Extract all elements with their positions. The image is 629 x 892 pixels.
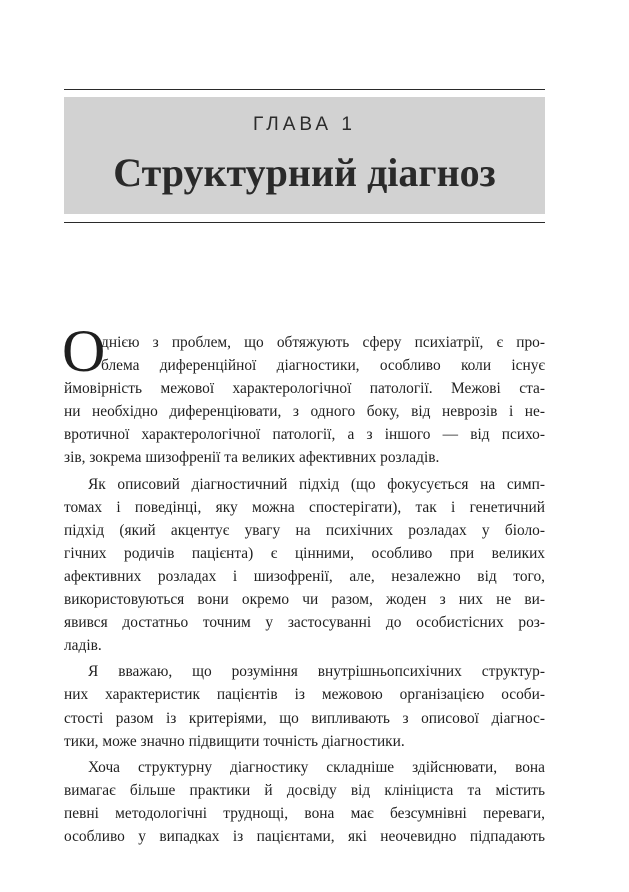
text-line: ни необхідно диференціювати, з одного боку, від неврозів і не- xyxy=(64,403,545,421)
paragraph-1 xyxy=(64,331,545,470)
text-line: явився достатньо точним у застосуванні до особистісних роз- xyxy=(64,614,545,632)
text-line: тики, може значно підвищити точність діагностики. xyxy=(64,732,405,750)
text-line: них характеристик пацієнтів із межовою організацією особи- xyxy=(64,686,545,704)
text-line: особливо у випадках із пацієнтами, які неочевидно підпадають xyxy=(64,827,545,845)
text-line: днією з проблем, що обтяжують сферу психіатрії, є про- xyxy=(101,334,545,351)
chapter-header xyxy=(64,97,545,214)
paragraph-3 xyxy=(64,660,545,752)
text-line: використовуються вони окремо чи разом, жоден з них не ви- xyxy=(64,591,545,609)
text-line: зів, зокрема шизофренії та великих афективних розладів. xyxy=(64,449,440,467)
text-line: блема диференційної діагностики, особливо коли існує xyxy=(101,357,545,375)
text-line: ладів. xyxy=(64,637,102,655)
paragraph-2 xyxy=(64,473,545,658)
text-line: гічних родичів пацієнта) є цінними, особливо при великих xyxy=(64,544,545,562)
text-line: вротичної характерологічної патології, а з іншого — від психо- xyxy=(64,426,545,444)
text-line: підхід (який акцентує увагу на психічних розладах у біоло- xyxy=(64,521,545,539)
chapter-label: ГЛАВА 1 xyxy=(253,114,356,135)
header-bottom-rule xyxy=(64,222,545,223)
text-line: томах і поведінці, яку можна спостерігати), так і генетичний xyxy=(64,498,545,516)
text-line: ймовірність межової характерологічної патології. Межові ста- xyxy=(64,380,545,398)
header-top-rule xyxy=(64,89,545,90)
text-line: афективних розладах і шизофренії, але, незалежно від того, xyxy=(64,567,545,585)
paragraph-4 xyxy=(64,756,545,848)
text-line: Хоча структурну діагностику складніше здійснювати, вона xyxy=(88,758,545,776)
text-line: стості разом із критеріями, що випливають з описової діагнос- xyxy=(64,709,545,727)
text-line: певні методологічні труднощі, вона має безсумнівні переваги, xyxy=(64,804,545,822)
body-text xyxy=(62,318,545,848)
text-line: Я вважаю, що розуміння внутрішньопсихічних структур- xyxy=(88,663,545,681)
drop-cap: О xyxy=(62,318,106,384)
text-line: Як описовий діагностичний підхід (що фокусується на симп- xyxy=(88,475,545,493)
chapter-title: Структурний діагноз xyxy=(113,150,496,195)
text-line: вимагає більше практики й досвіду від клініциста та містить xyxy=(64,781,545,799)
